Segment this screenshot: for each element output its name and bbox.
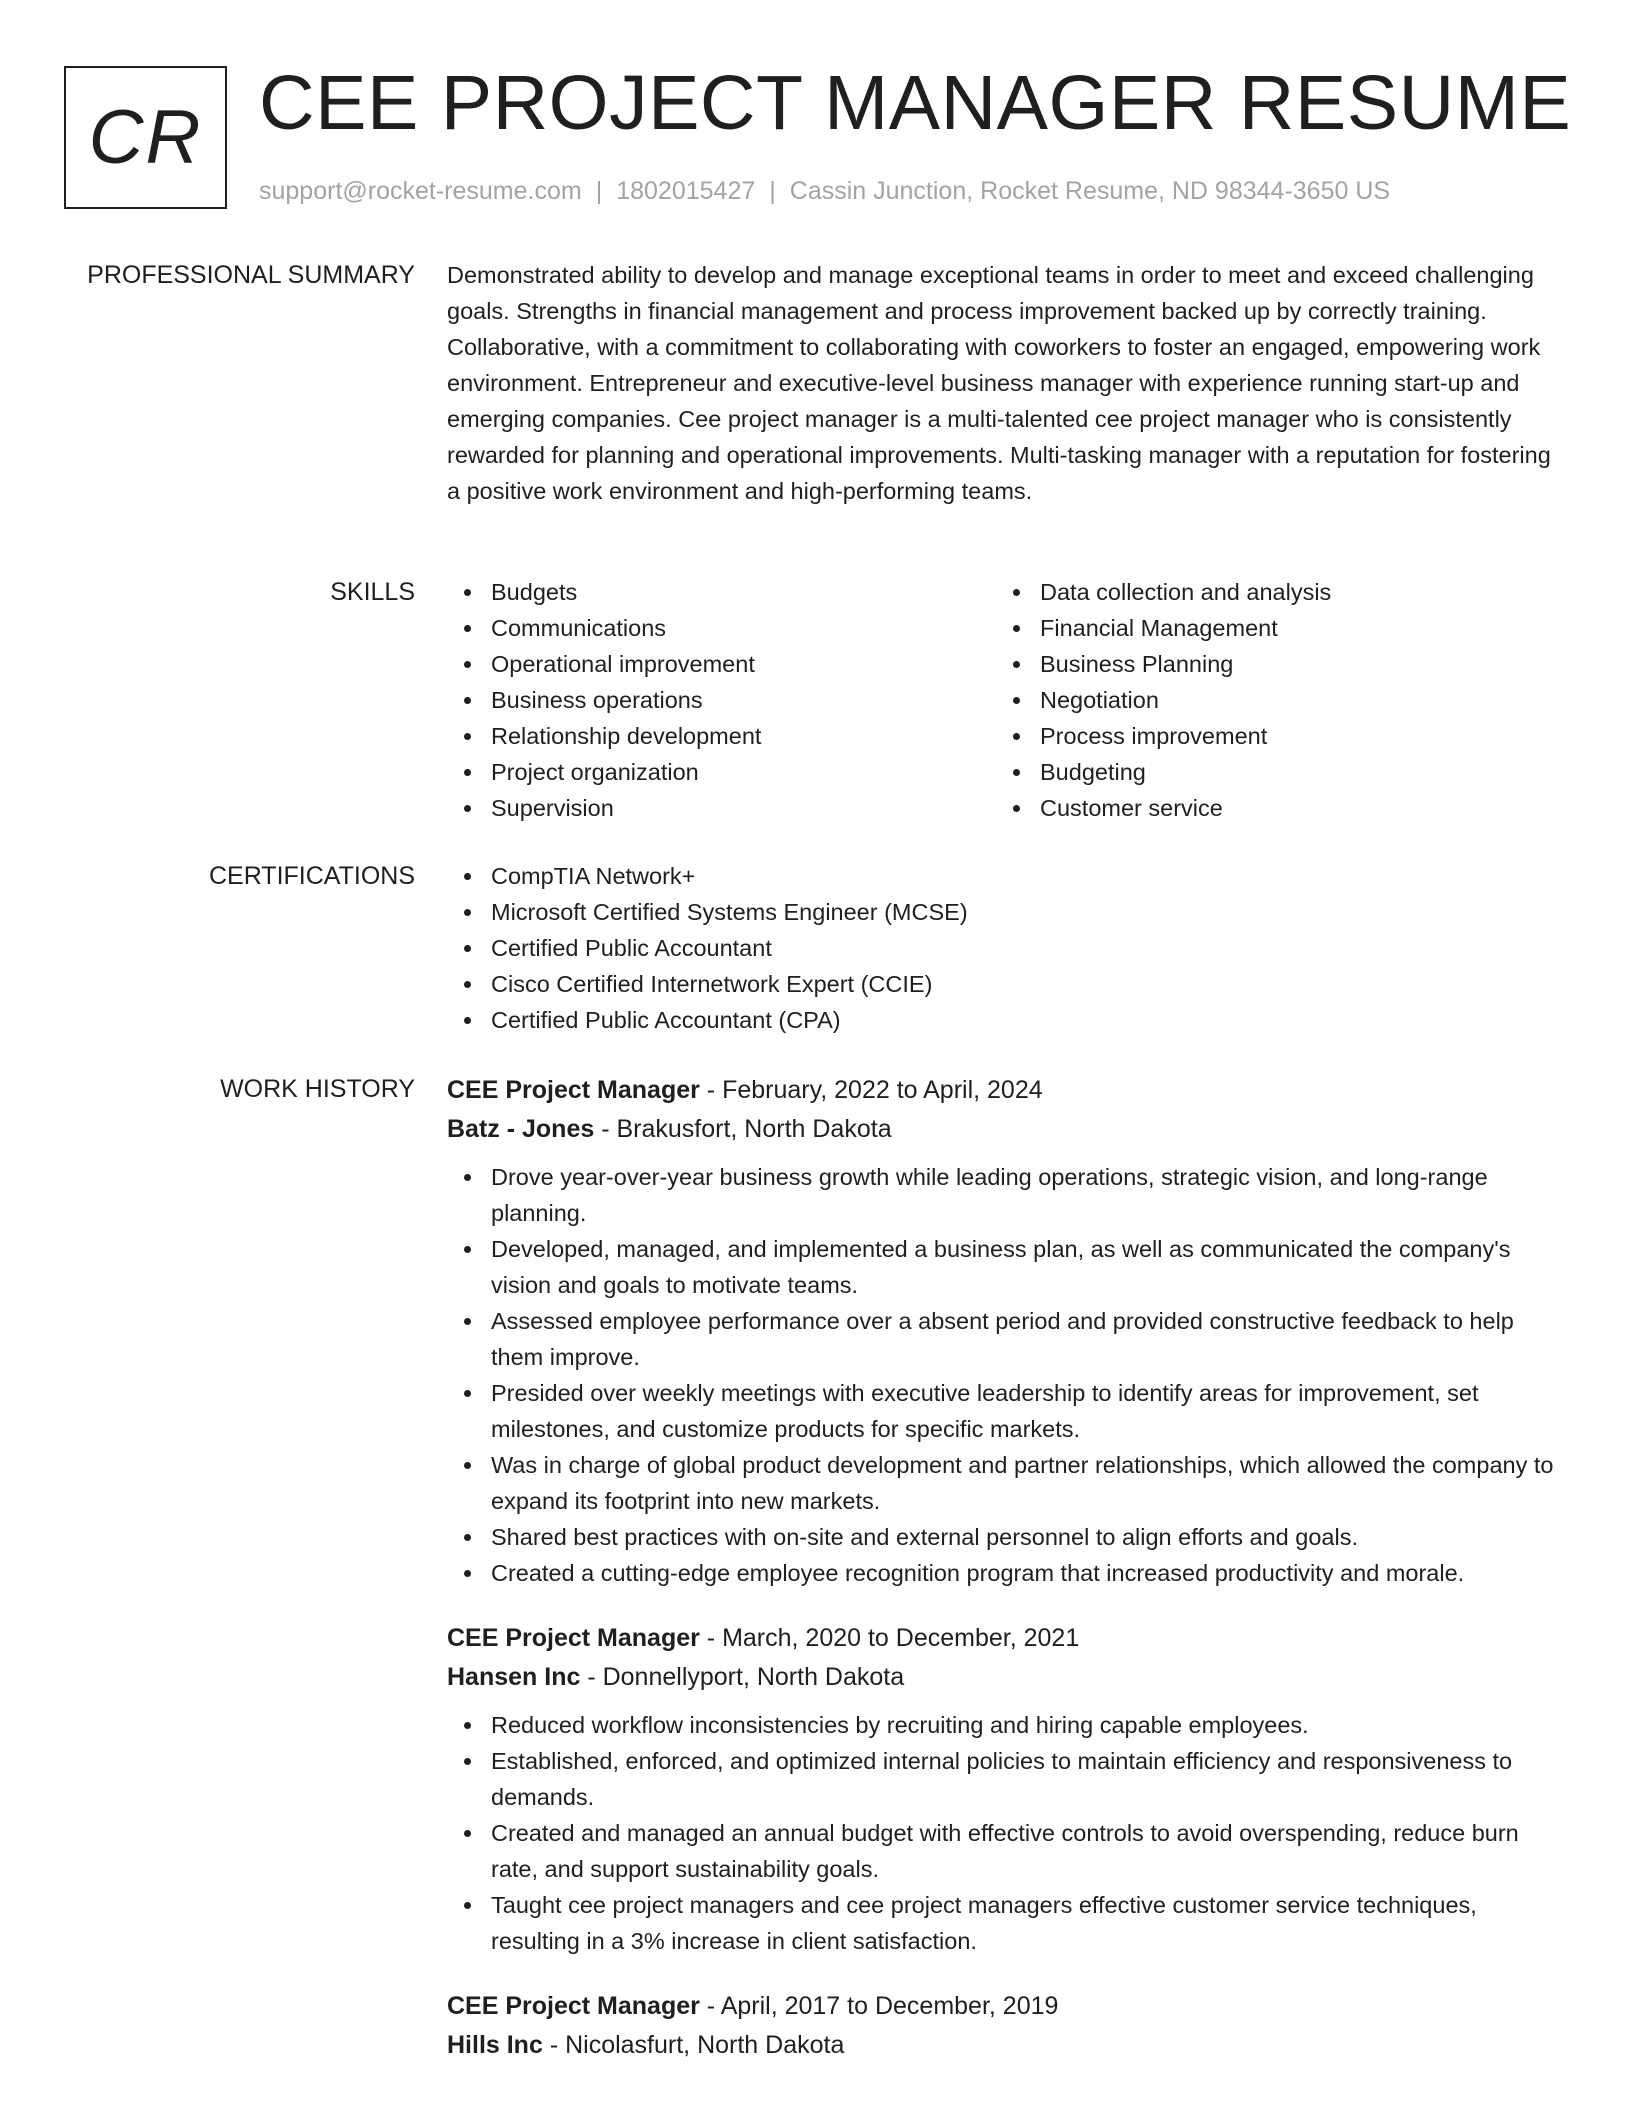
certification-item: Microsoft Certified Systems Engineer (MCSE) bbox=[447, 894, 1562, 930]
job-duty-item: Reduced workflow inconsistencies by recruiting and hiring capable employees. bbox=[447, 1707, 1562, 1743]
monogram-logo: CR bbox=[64, 66, 227, 209]
job-company: Hills Inc bbox=[447, 2031, 543, 2059]
summary-text: Demonstrated ability to develop and manage exceptional teams in order to meet and exceed challenging goals. Strengths in financial management and process improvement backed up by correctly training. Collaborative, with a commitment to collaborating with coworkers to foster an engaged, empowering work environment. Entrepreneur and executive-level business manager with experience running start-up and emerging companies. Cee project manager is a multi-talented cee project manager who is consistently rewarded for planning and operational improvements. Multi-tasking manager with a reputation for fostering a positive work environment and high-performing teams. bbox=[447, 262, 1551, 504]
job-duty-item: Presided over weekly meetings with executive leadership to identify areas for improvement, set milestones, and customize products for specific markets. bbox=[447, 1375, 1562, 1447]
job-entry bbox=[447, 1071, 1562, 1591]
job-title-line bbox=[447, 1071, 1562, 1110]
skill-item: Financial Management bbox=[996, 610, 1545, 646]
job-title: CEE Project Manager bbox=[447, 1076, 700, 1104]
job-duty-item: Was in charge of global product development and partner relationships, which allowed the company to expand its footprint into new markets. bbox=[447, 1447, 1562, 1519]
skills-list-left bbox=[447, 574, 996, 826]
skill-item: Process improvement bbox=[996, 718, 1545, 754]
job-company: Batz - Jones bbox=[447, 1115, 595, 1143]
job-title-line bbox=[447, 1987, 1562, 2026]
job-company-line bbox=[447, 2026, 1562, 2065]
job-duties-list bbox=[447, 1159, 1562, 1591]
skill-item: Relationship development bbox=[447, 718, 996, 754]
job-dates: - March, 2020 to December, 2021 bbox=[699, 1624, 1080, 1652]
job-title-line bbox=[447, 1619, 1562, 1658]
skill-item: Data collection and analysis bbox=[996, 574, 1545, 610]
job-duty-item: Assessed employee performance over a absent period and provided constructive feedback to help them improve. bbox=[447, 1303, 1562, 1375]
job-location: - Donnellyport, North Dakota bbox=[580, 1663, 905, 1691]
certification-item: Certified Public Accountant bbox=[447, 930, 1562, 966]
certification-item: Cisco Certified Internetwork Expert (CCIE) bbox=[447, 966, 1562, 1002]
certification-item: Certified Public Accountant (CPA) bbox=[447, 1002, 1562, 1038]
job-title: CEE Project Manager bbox=[447, 1992, 700, 2020]
job-dates: - April, 2017 to December, 2019 bbox=[699, 1992, 1059, 2020]
job-dates: - February, 2022 to April, 2024 bbox=[699, 1076, 1043, 1104]
job-duties-list bbox=[447, 1707, 1562, 1959]
job-company: Hansen Inc bbox=[447, 1663, 581, 1691]
job-title: CEE Project Manager bbox=[447, 1624, 700, 1652]
job-entry bbox=[447, 1987, 1562, 2065]
contact-line bbox=[259, 176, 1390, 206]
skills-columns bbox=[447, 574, 1562, 826]
job-duty-item: Created and managed an annual budget with effective controls to avoid overspending, reduce burn rate, and support sustainability goals. bbox=[447, 1815, 1562, 1887]
contact-email[interactable]: support@rocket-resume.com bbox=[259, 177, 582, 205]
job-duty-item: Taught cee project managers and cee project managers effective customer service techniques, resulting in a 3% increase in client satisfaction. bbox=[447, 1887, 1562, 1959]
resume-title: CEE PROJECT MANAGER RESUME bbox=[259, 60, 1572, 146]
skill-item: Operational improvement bbox=[447, 646, 996, 682]
certifications-body bbox=[447, 858, 1562, 1038]
certification-item: CompTIA Network+ bbox=[447, 858, 1562, 894]
skill-item: Budgets bbox=[447, 574, 996, 610]
job-duty-item: Shared best practices with on-site and external personnel to align efforts and goals. bbox=[447, 1519, 1562, 1555]
job-company-line bbox=[447, 1658, 1562, 1697]
skill-item: Customer service bbox=[996, 790, 1545, 826]
section-label-summary: PROFESSIONAL SUMMARY bbox=[87, 261, 415, 289]
skill-item: Project organization bbox=[447, 754, 996, 790]
skill-item: Business Planning bbox=[996, 646, 1545, 682]
skills-list-right bbox=[996, 574, 1545, 826]
certifications-list bbox=[447, 858, 1562, 1038]
job-duty-item: Created a cutting-edge employee recognition program that increased productivity and morale. bbox=[447, 1555, 1562, 1591]
section-label-skills: SKILLS bbox=[330, 578, 415, 606]
section-label-certifications: CERTIFICATIONS bbox=[208, 862, 415, 890]
skill-item: Negotiation bbox=[996, 682, 1545, 718]
job-duty-item: Drove year-over-year business growth while leading operations, strategic vision, and long-range planning. bbox=[447, 1159, 1562, 1231]
job-location: - Nicolasfurt, North Dakota bbox=[542, 2031, 845, 2059]
work-history-body bbox=[447, 1071, 1562, 2093]
skill-item: Communications bbox=[447, 610, 996, 646]
section-label-work-history: WORK HISTORY bbox=[220, 1075, 415, 1103]
job-company-line bbox=[447, 1110, 1562, 1149]
contact-phone[interactable]: 1802015427 bbox=[616, 177, 756, 205]
contact-separator: | bbox=[769, 177, 776, 205]
contact-separator: | bbox=[595, 177, 603, 205]
job-duty-item: Developed, managed, and implemented a business plan, as well as communicated the company's vision and goals to motivate teams. bbox=[447, 1231, 1562, 1303]
job-location: - Brakusfort, North Dakota bbox=[594, 1115, 892, 1143]
summary-body bbox=[447, 257, 1562, 509]
job-duty-item: Established, enforced, and optimized internal policies to maintain efficiency and responsiveness to demands. bbox=[447, 1743, 1562, 1815]
skill-item: Budgeting bbox=[996, 754, 1545, 790]
skill-item: Business operations bbox=[447, 682, 996, 718]
contact-address: Cassin Junction, Rocket Resume, ND 98344-3650 US bbox=[789, 177, 1391, 205]
job-entry bbox=[447, 1619, 1562, 1959]
skill-item: Supervision bbox=[447, 790, 996, 826]
